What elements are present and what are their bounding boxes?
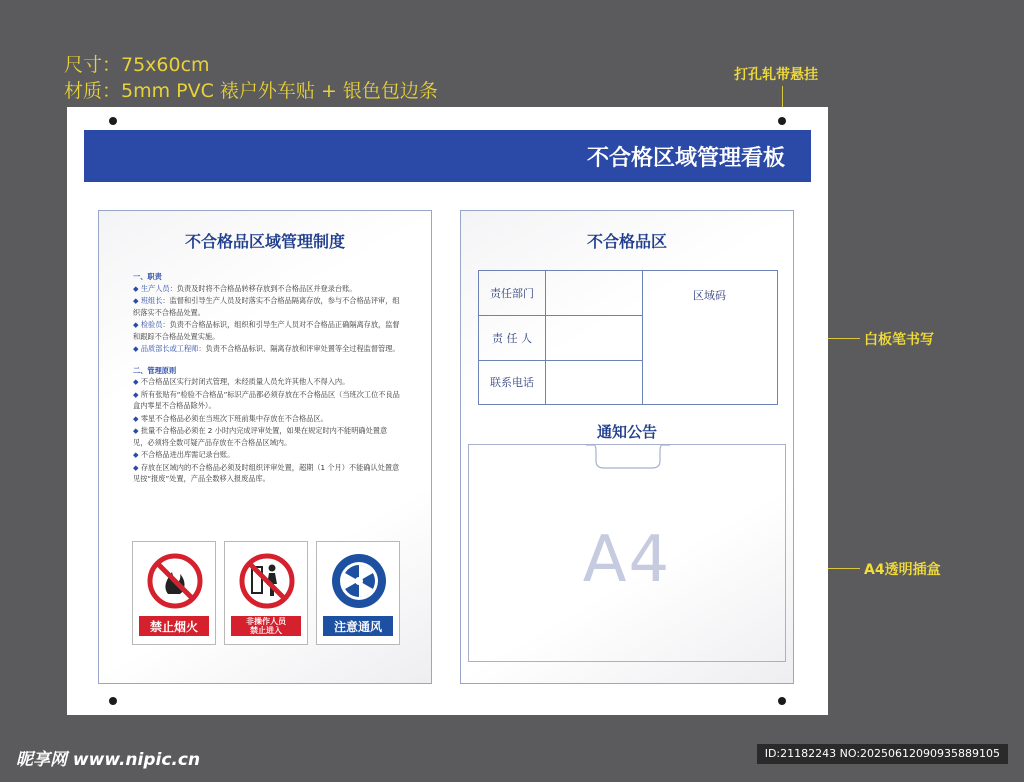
no-fire-icon	[146, 552, 204, 610]
phone-field[interactable]	[545, 360, 643, 404]
duty-item: ◆ 生产人员：负责及时将不合格品转移存放到不合格品区并登录台账。	[133, 283, 357, 293]
image-id: ID:21182243 NO:20250612090935889105	[757, 744, 1008, 764]
no-entry-label: 非操作人员 禁止进入	[231, 616, 301, 636]
no-entry-sign	[224, 541, 308, 645]
rules-panel	[98, 210, 432, 684]
section-duties-title: 一、职责	[133, 272, 162, 281]
banner-title: 不合格区域管理看板	[586, 145, 785, 171]
ventilation-icon	[330, 552, 388, 610]
principle-item: ◆ 零星不合格品必须在当班次下班前集中存放在不合格品区。	[133, 413, 328, 423]
duty-item: ◆ 检验员：负责不合格品标识，组织和引导生产人员对不合格品正确隔离存放，监督和跟踪不合格品处置实施。	[133, 320, 400, 341]
zone-panel	[460, 210, 794, 684]
zone-code-label: 区域码	[693, 289, 726, 302]
rules-title: 不合格品区域管理制度	[184, 232, 345, 251]
dept-label: 责任部门	[479, 271, 546, 316]
person-field[interactable]	[545, 315, 643, 361]
principle-item: ◆ 存放在区域内的不合格品必须及时组织评审处置，超期（1 个月）不能确认处置意见按“报废”处置，产品全数移入报废品库。	[133, 462, 400, 483]
mount-hole	[778, 697, 786, 705]
no-entry-icon	[238, 552, 296, 610]
mount-hole	[109, 117, 117, 125]
size-spec: 尺寸：75x60cm	[64, 54, 210, 76]
rules-text	[133, 267, 401, 486]
a4-pocket[interactable]	[468, 444, 786, 662]
pocket-notch-icon	[586, 444, 670, 470]
notice-title: 通知公告	[596, 423, 657, 441]
banner	[84, 130, 811, 182]
principle-item: ◆ 不合格品区实行封闭式管理，未经质量人员允许其他人不得入内。	[133, 377, 350, 386]
phone-label: 联系电话	[479, 360, 546, 404]
site-logo: 昵享网 www.nipic.cn	[16, 750, 201, 770]
dept-field[interactable]	[545, 271, 643, 316]
a4-placeholder: A4	[582, 523, 672, 597]
principle-item: ◆ 所有张贴有“检验不合格品”标识产品都必须存放在不合格品区（当班次工位不良品盒内零星不合格品除外）。	[133, 389, 400, 410]
principle-item: ◆ 批量不合格品必须在 2 小时内完成评审处置，如果在规定时内不能明确处置意见，必须将全数可疑产品存放在不合格品区域内。	[133, 426, 388, 447]
hang-note: 打孔轧带悬挂	[734, 67, 818, 83]
section-principles-title: 二、管理原则	[133, 365, 177, 375]
mount-hole	[778, 117, 786, 125]
no-fire-label: 禁止烟火	[139, 616, 209, 636]
ventilation-sign	[316, 541, 400, 645]
no-fire-sign	[132, 541, 216, 645]
principle-item: ◆ 不合格品进出库需记录台账。	[133, 450, 235, 459]
zone-code-area[interactable]	[642, 271, 777, 404]
ventilation-label: 注意通风	[323, 616, 393, 636]
duty-item: ◆ 班组长：监督和引导生产人员及时落实不合格品隔离存放，参与不合格品评审，组织落实不合格品处置。	[133, 296, 400, 317]
whiteboard-note: 白板笔书写	[864, 332, 934, 348]
material-spec: 材质：5mm PVC 裱户外车贴 + 银色包边条	[64, 80, 438, 102]
zone-title: 不合格品区	[586, 232, 667, 251]
zone-info-table	[478, 270, 778, 405]
a4-note: A4透明插盒	[864, 562, 941, 578]
mount-hole	[109, 697, 117, 705]
person-label: 责 任 人	[479, 315, 546, 361]
duty-item: ◆ 品质部长或工程师：负责不合格品标识、隔离存放和评审处置等全过程监督管理。	[133, 344, 400, 353]
board	[67, 107, 828, 715]
